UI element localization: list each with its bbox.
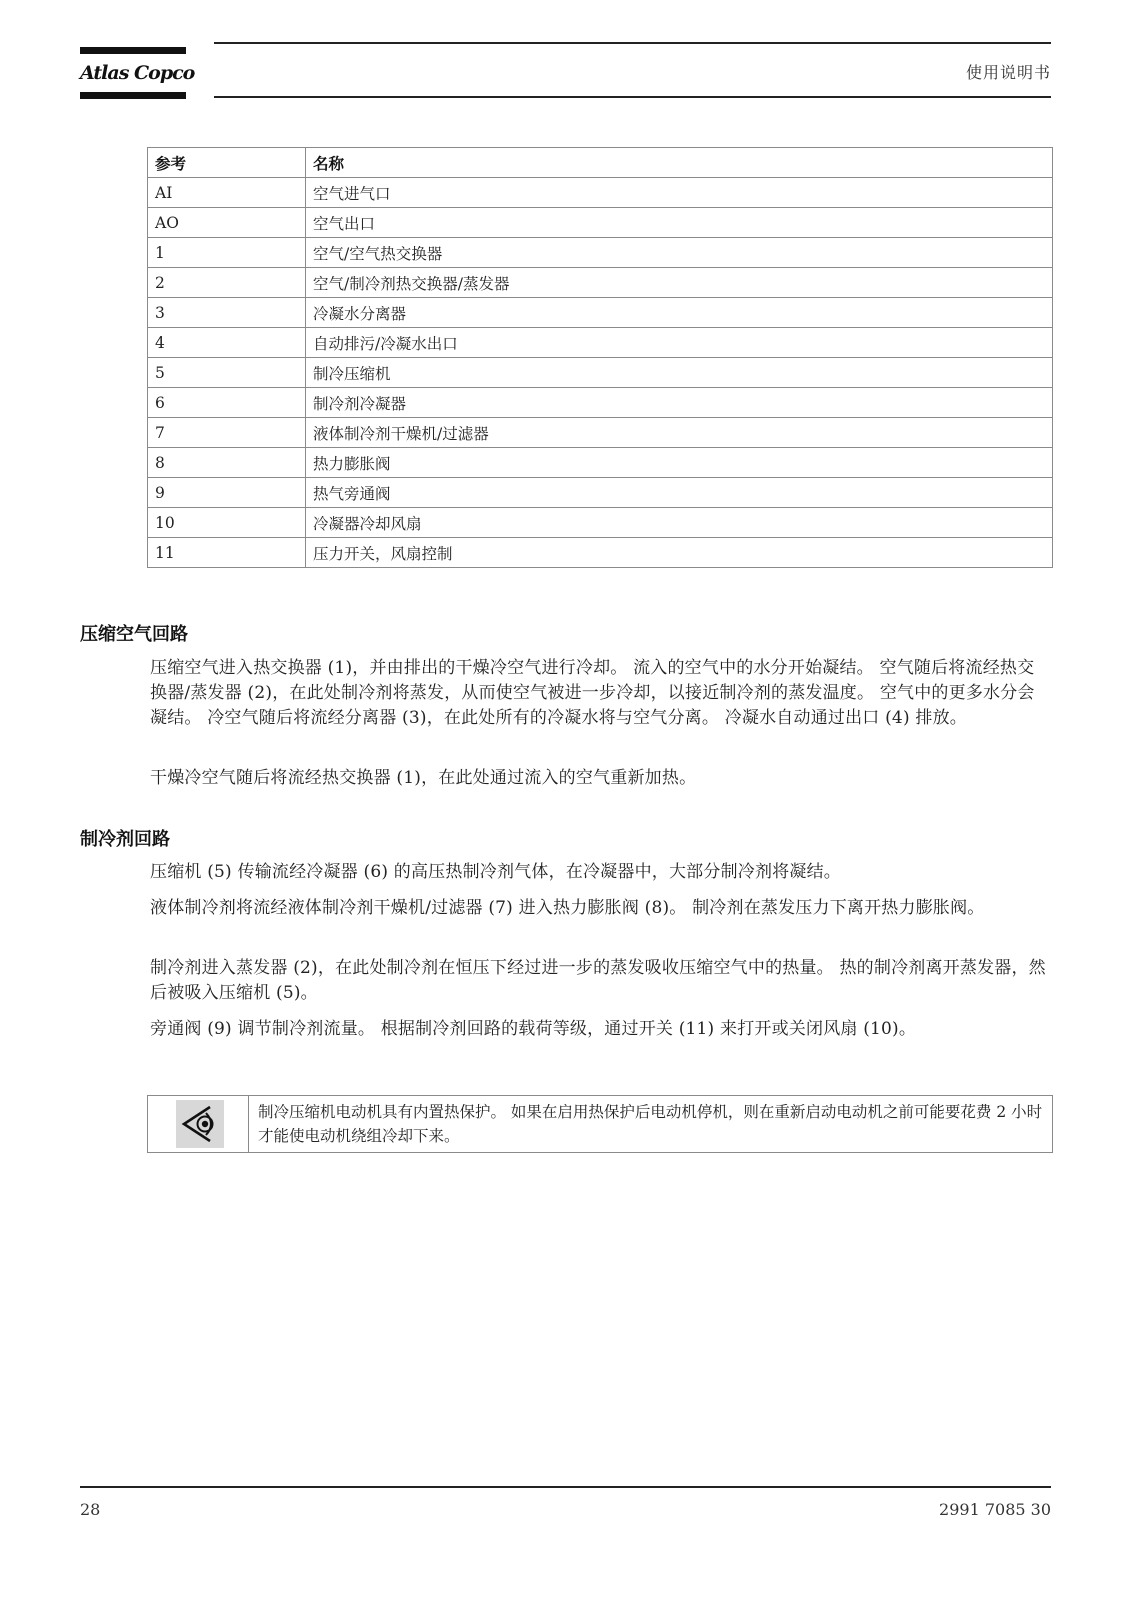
table-row [148,508,1053,538]
table-header-row [148,148,1053,178]
reference-cell: 6 [148,388,306,418]
paragraph-refrigerant-2: 液体制冷剂将流经液体制冷剂干燥机/过滤器 (7) 进入热力膨胀阀 (8)。 制冷剂在蒸发压力下离开热力膨胀阀。 [150,898,985,918]
paragraph-air-circuit-2: 干燥冷空气随后将流经热交换器 (1)，在此处通过流入的空气重新加热。 [150,768,697,788]
name-cell: 自动排污/冷凝水出口 [306,328,1053,358]
name-cell: 制冷剂冷凝器 [306,388,1053,418]
reference-cell: 11 [148,538,306,568]
note-text: 制冷压缩机电动机具有内置热保护。 如果在启用热保护后电动机停机，则在重新启动电动机之前可能要花费 2 小时才能使电动机绕组冷却下来。 [258,1103,1043,1145]
table-row [148,388,1053,418]
column-header-name: 名称 [306,148,1053,178]
reference-cell: 9 [148,478,306,508]
reference-cell: 3 [148,298,306,328]
table-row [148,328,1053,358]
parts-table [147,147,1053,568]
table-row [148,478,1053,508]
paragraph-air-circuit-1: 压缩空气进入热交换器 (1)，并由排出的干燥冷空气进行冷却。 流入的空气中的水分开始凝结。 空气随后将流经热交换器/蒸发器 (2)，在此处制冷剂将蒸发，从而使空气被进一步冷却，以接近制冷剂的蒸发温度。 空气中的更多水分会凝结。 冷空气随后将流经分离器 (3)，在此处所有的冷凝水将与空气分离。 冷凝水自动通过出口 (4) 排放。 [150,658,1035,728]
name-cell: 热气旁通阀 [306,478,1053,508]
column-header-reference: 参考 [148,148,306,178]
page-number: 28 [80,1500,101,1519]
table-row [148,298,1053,328]
note-icon-cell [148,1096,249,1152]
table-row [148,208,1053,238]
footer-rule [80,1486,1051,1488]
reference-cell: AI [148,178,306,208]
name-cell: 制冷压缩机 [306,358,1053,388]
logo-bar-bottom [80,92,186,99]
table-row [148,238,1053,268]
reference-cell: 1 [148,238,306,268]
name-cell: 空气进气口 [306,178,1053,208]
reference-cell: AO [148,208,306,238]
section-heading-refrigerant-circuit: 制冷剂回路 [80,829,170,850]
reference-cell: 2 [148,268,306,298]
logo-text: Atlas Copco [80,62,195,84]
reference-cell: 8 [148,448,306,478]
name-cell: 冷凝器冷却风扇 [306,508,1053,538]
reference-cell: 4 [148,328,306,358]
eye-icon [176,1100,224,1148]
name-cell: 液体制冷剂干燥机/过滤器 [306,418,1053,448]
document-title: 使用说明书 [965,63,1051,82]
table-row [148,358,1053,388]
reference-cell: 10 [148,508,306,538]
section-heading-compressed-air-circuit: 压缩空气回路 [80,624,188,645]
reference-cell: 7 [148,418,306,448]
name-cell: 冷凝水分离器 [306,298,1053,328]
table-row [148,448,1053,478]
name-cell: 空气出口 [306,208,1053,238]
atlas-copco-logo [80,47,195,99]
table-row [148,268,1053,298]
reference-cell: 5 [148,358,306,388]
table-row [148,538,1053,568]
name-cell: 热力膨胀阀 [306,448,1053,478]
table-row [148,178,1053,208]
paragraph-refrigerant-4: 旁通阀 (9) 调节制冷剂流量。 根据制冷剂回路的载荷等级，通过开关 (11) 来打开或关闭风扇 (10)。 [150,1019,917,1039]
header-rule-top [214,42,1051,44]
note-box [147,1095,1053,1153]
header-rule-bottom [214,96,1051,98]
name-cell: 压力开关，风扇控制 [306,538,1053,568]
document-number: 2991 7085 30 [939,1500,1051,1519]
table-row [148,418,1053,448]
logo-bar-top [80,47,186,54]
paragraph-refrigerant-1: 压缩机 (5) 传输流经冷凝器 (6) 的高压热制冷剂气体，在冷凝器中，大部分制冷剂将凝结。 [150,862,841,882]
paragraph-refrigerant-3: 制冷剂进入蒸发器 (2)，在此处制冷剂在恒压下经过进一步的蒸发吸收压缩空气中的热量。 热的制冷剂离开蒸发器，然后被吸入压缩机 (5)。 [150,958,1046,1003]
name-cell: 空气/制冷剂热交换器/蒸发器 [306,268,1053,298]
name-cell: 空气/空气热交换器 [306,238,1053,268]
